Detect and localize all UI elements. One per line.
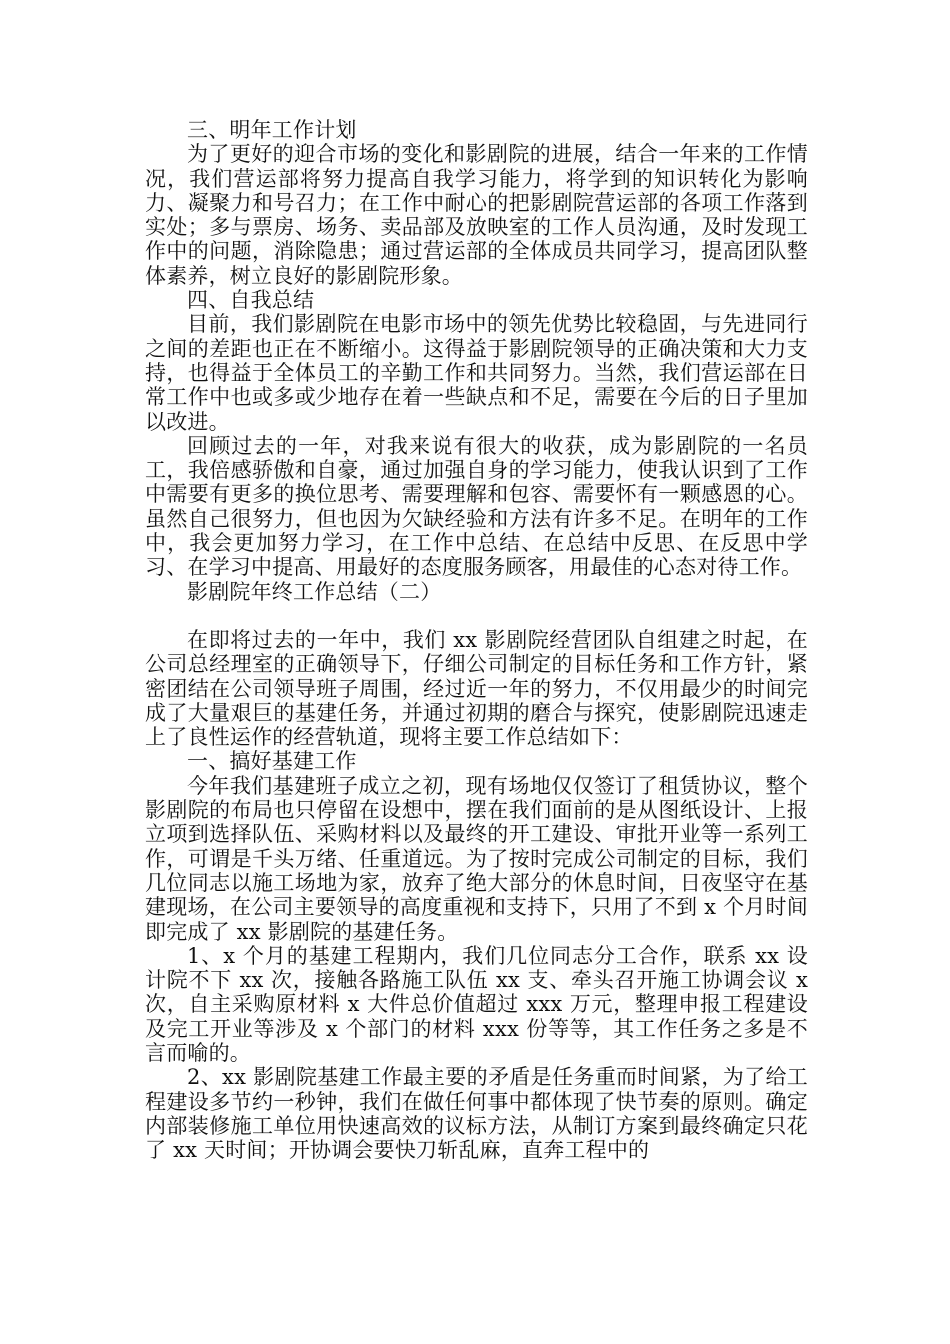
paragraph: 目前，我们影剧院在电影市场中的领先优势比较稳固，与先进同行之间的差距也正在不断缩小。这得益于影剧院领导的正确决策和大力支持，也得益于全体员工的辛勤工作和共同努力。当然，我们营运部在日常工作中也或多或少地存在着一些缺点和不足，需要在今后的日子里加以改进。 [145,312,808,434]
blank-line [145,604,808,628]
paragraph: 1、x 个月的基建工程期内，我们几位同志分工合作，联系 xx 设计院不下 xx 次，接触各路施工队伍 xx 支、牵头召开施工协调会议 x 次，自主采购原材料 x 大件总价值超过 xxx 万元，整理申报工程建设及完工开业等涉及 x 个部门的材料 xxx 份等等，其工作任务之多是不言而喻的。 [145,943,808,1065]
section-heading-summary: 四、自我总结 [187,288,315,313]
paragraph: 在即将过去的一年中，我们 xx 影剧院经营团队自组建之时起，在公司总经理室的正确领导下，仔细公司制定的目标任务和工作方针，紧密团结在公司领导班子周围，经过近一年的努力，不仅用最少的时间完成了大量艰巨的基建任务，并通过初期的磨合与探究，使影剧院迅速走上了良性运作的经营轨道，现将主要工作总结如下： [145,627,808,750]
paragraph: 为了更好的迎合市场的变化和影剧院的进展，结合一年来的工作情况，我们营运部将努力提高自我学习能力，将学到的知识转化为影响力、凝聚力和号召力；在工作中耐心的把影剧院营运部的各项工作落到实处；多与票房、场务、卖品部及放映室的工作人员沟通，及时发现工作中的问题，消除隐患；通过营运部的全体成员共同学习，提高团队整体素养，树立良好的影剧院形象。 [145,142,808,288]
section-heading-construction: 一、搞好基建工作 [187,749,357,774]
paragraph: 今年我们基建班子成立之初，现有场地仅仅签订了租赁协议，整个影剧院的布局也只停留在设想中，摆在我们面前的是从图纸设计、上报立项到选择队伍、采购材料以及最终的开工建设、审批开业等一系列工作，可谓是千头万绪、任重道远。为了按时完成公司制定的目标，我们几位同志以施工场地为家，放弃了绝大部分的休息时间，日夜坚守在基建现场，在公司主要领导的高度重视和支持下，只用了不到 x 个月时间即完成了 xx 影剧院的基建任务。 [145,773,808,944]
document-subtitle: 影剧院年终工作总结（二） [187,579,442,604]
document-body [145,118,808,1162]
paragraph: 2、xx 影剧院基建工作最主要的矛盾是任务重而时间紧，为了给工程建设多节约一秒钟，我们在做任何事中都体现了快节奏的原则。确定内部装修施工单位用快速高效的议标方法，从制订方案到最终确定只花了 xx 天时间；开协调会要快刀斩乱麻，直奔工程中的 [145,1065,808,1163]
paragraph: 回顾过去的一年，对我来说有很大的收获，成为影剧院的一名员工，我倍感骄傲和自豪，通过加强自身的学习能力，使我认识到了工作中需要有更多的换位思考、需要理解和包容、需要怀有一颗感恩的心。虽然自己很努力，但也因为欠缺经验和方法有许多不足。在明年的工作中，我会更加努力学习，在工作中总结、在总结中反思、在反思中学习、在学习中提高、用最好的态度服务顾客，用最佳的心态对待工作。 [145,433,808,580]
section-heading-plan: 三、明年工作计划 [187,118,357,142]
